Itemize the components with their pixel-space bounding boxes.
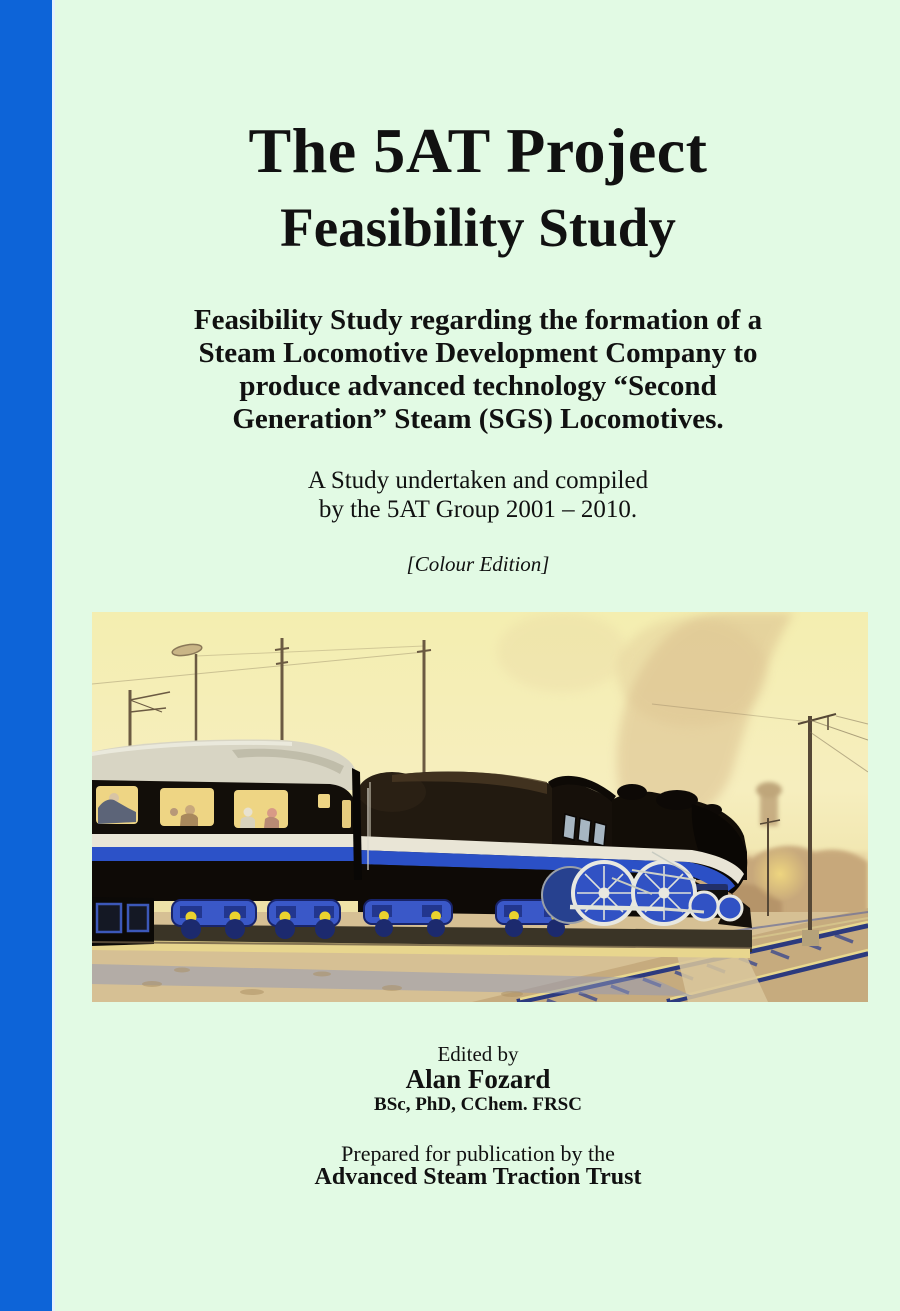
edition-note: [Colour Edition]	[406, 552, 550, 576]
study-note	[56, 466, 900, 524]
editor-qualifications: BSc, PhD, CChem. FRSC	[374, 1094, 582, 1115]
editor-name: Alan Fozard	[405, 1064, 551, 1094]
study-note-line-2: by the 5AT Group 2001 – 2010.	[318, 496, 638, 523]
prepared-by-label: Prepared for publication by the	[341, 1141, 615, 1166]
sun-glow	[752, 846, 808, 902]
foreground-vehicle	[92, 897, 154, 946]
study-note-line-1: A Study undertaken and compiled	[307, 467, 649, 494]
train-painting	[92, 612, 868, 1002]
passenger-coach	[92, 740, 368, 902]
smoke-cloud	[617, 617, 767, 727]
cover-content	[56, 0, 900, 1311]
subtitle-line-1: Feasibility Study regarding the formation of a	[193, 304, 763, 336]
title-line2: Feasibility Study	[280, 197, 676, 258]
edited-by-label: Edited by	[437, 1042, 519, 1066]
subtitle-line-4: Generation” Steam (SGS) Locomotives.	[232, 403, 724, 435]
spine-stripe	[0, 0, 55, 1311]
subtitle	[56, 304, 900, 436]
subtitle-line-3: produce advanced technology “Second	[239, 370, 717, 402]
subtitle-line-2: Steam Locomotive Development Company to	[198, 337, 758, 369]
title-line1: The 5AT Project	[248, 115, 708, 186]
smoke-haze	[497, 612, 627, 692]
publisher-name: Advanced Steam Traction Trust	[314, 1164, 642, 1190]
cover-illustration	[92, 612, 868, 1002]
